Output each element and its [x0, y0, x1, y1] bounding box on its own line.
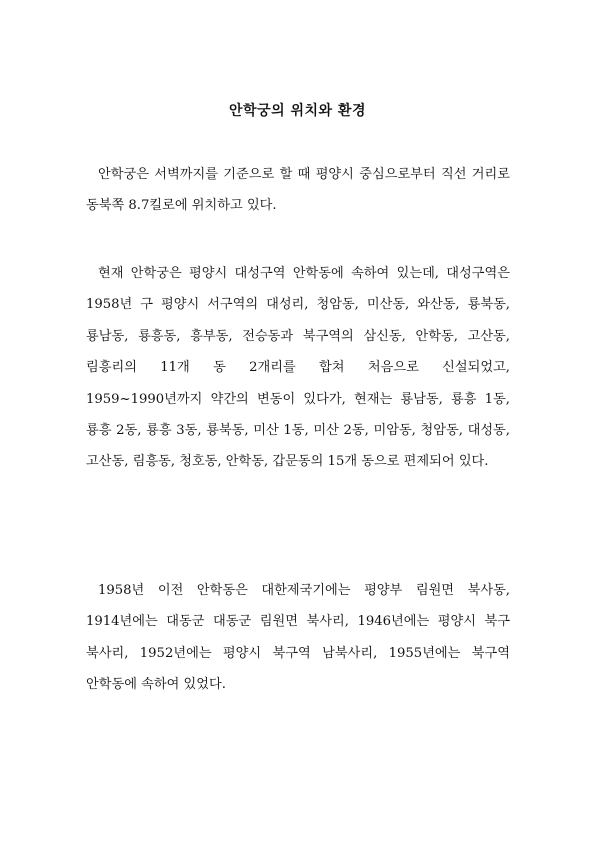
paragraph-administrative-district: 현재 안학궁은 평양시 대성구역 안학동에 속하여 있는데, 대성구역은 1958년 구 평양시 서구역의 대성리, 청암동, 미산동, 와산동, 룡북동, 룡남동, 룡흥동, 흥부동, 전승동과 북구역의 삼신동, 안학동, 고산동, 림흥리의 11개 동 2개리를 합쳐 처음으로 신설되었고, 1959~1990년까지 약간의 변동이 있다가, 현재는 룡남동, 룡흥 1동, 룡흥 2동, 룡흥 3동, 룡북동, 미산 1동, 미산 2동, 미암동, 청암동, 대성동, 고산동, 림흥동, 청호동, 안학동, 갑문동의 15개 동으로 편제되어 있다.	[86, 266, 510, 470]
paragraph-history: 1958년 이전 안학동은 대한제국기에는 평양부 림원면 북사동, 1914년에는 대동군 대동군 림원면 북사리, 1946년에는 평양시 북구 북사리, 1952년에는 평양시 북구역 남북사리, 1955년에는 북구역 안학동에 속하여 있었다.	[86, 583, 510, 693]
paragraph-location: 안학궁은 서벽까지를 기준으로 할 때 평양시 중심으로부터 직선 거리로 동북쪽 8.7킬로에 위치하고 있다.	[86, 167, 510, 214]
document-title: 안학궁의 위치와 환경	[229, 103, 366, 119]
